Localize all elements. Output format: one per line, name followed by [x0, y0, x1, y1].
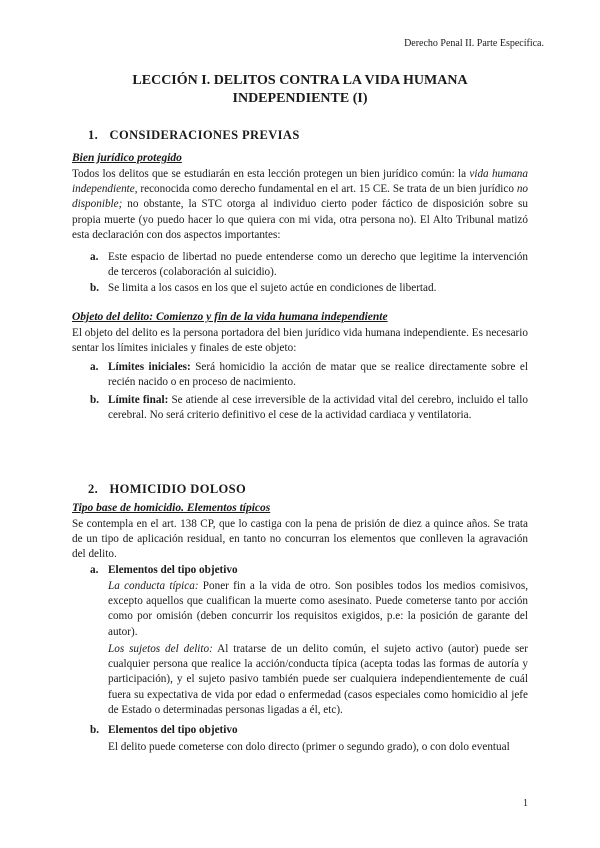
list-item: [90, 281, 528, 296]
running-header: Derecho Penal II. Parte Específica.: [404, 38, 544, 49]
list-item: [90, 250, 528, 280]
paragraph-conducta-tipica: [108, 579, 528, 640]
section-1-heading: [88, 128, 300, 143]
section-2-title: HOMICIDIO DOLOSO: [109, 482, 247, 496]
list-marker: b.: [90, 282, 100, 294]
subheading-objeto-delito: Objeto del delito: Comienzo y fin de la vida humana independiente: [72, 311, 388, 323]
paragraph-tipo-base: Se contempla en el art. 138 CP, que lo castiga con la pena de prisión de diez a quince años. Se trata de un tipo de aplicación residual, en tanto no concurran los elementos que conlleven la agravación del delito.: [72, 518, 528, 561]
list-item-title: Elementos del tipo objetivo: [108, 564, 238, 576]
list-item-heading: [90, 563, 528, 578]
list-item-title: Elementos del tipo objetivo: [108, 724, 238, 736]
list-item-text: [108, 360, 528, 390]
text-run: Poner fin a la vida de otro. Son posibles todos los medios comisivos, excepto aquellos que cualifican la muerte como asesinato. Puede cometerse tanto por acción como por omisión (deben concurrir los requisitos exigidos, p.e: la posición de garante del autor).: [108, 580, 528, 638]
paragraph-tipo-subjetivo: El delito puede cometerse con dolo directo (primer o segundo grado), o con dolo eventual: [108, 741, 510, 753]
subheading-tipo-base: Tipo base de homicidio. Elementos típicos: [72, 502, 271, 514]
list-item-text: [108, 393, 528, 423]
paragraph-label-italic: La conducta típica:: [108, 580, 199, 592]
subheading-bien-juridico: Bien jurídico protegido: [72, 152, 182, 164]
text-run: , reconocida como derecho fundamental en el art. 15 CE. Se trata de un bien jurídico: [134, 183, 517, 196]
text-run: Será homicidio la acción de matar que se realice directamente sobre el recién nacido o en proceso de nacimiento.: [108, 361, 528, 389]
list-item-text: Se limita a los casos en los que el sujeto actúe en condiciones de libertad.: [108, 282, 437, 294]
text-run: Todos los delitos que se estudiarán en esta lección protegen un bien jurídico común: la: [72, 168, 470, 180]
paragraph-objeto-delito: El objeto del delito es la persona portadora del bien jurídico vida humana independiente. Es necesario sentar los límites iniciales y finales de este objeto:: [72, 327, 528, 355]
paragraph-bien-juridico: [72, 167, 528, 243]
text-run: Al tratarse de un delito común, el sujeto activo (autor) puede ser cualquier persona que realice la acción/conducta típica (acepta todas las formas de autoría y participación), y el sujeto pasivo también puede ser cualquiera independientemente de cuál fuera su expectativa de vida por edad o enfermedad (casos especiales como homicidio al jefe de Estado o determinadas personas ligadas a él, etc).: [108, 643, 528, 716]
list-item: [90, 360, 528, 390]
text-run: no obstante, la STC otorga al individuo cierto poder fáctico de disposición sobre su propia muerte (yo puedo hacer lo que quiera con mi vida, otra persona no). El Alto Tribunal matizó esta declaración con dos aspectos importantes:: [72, 198, 528, 241]
text-run-italic: no disponible;: [72, 183, 528, 211]
section-2-heading: [88, 482, 246, 497]
text-run-italic: vida humana independiente: [72, 168, 528, 196]
list-item-heading: [90, 723, 528, 738]
list-marker: a.: [90, 251, 99, 263]
page-number: 1: [523, 798, 528, 809]
list-item-text: Este espacio de libertad no puede entenderse como un derecho que legitime la intervención de terceros (colaboración al suicidio).: [108, 251, 528, 279]
document-title: [72, 72, 528, 108]
section-1-title: CONSIDERACIONES PREVIAS: [109, 128, 300, 142]
list-marker: b.: [90, 394, 100, 406]
list-item-label: Límites iniciales:: [108, 361, 191, 373]
paragraph-label-italic: Los sujetos del delito:: [108, 643, 213, 655]
title-line-2: INDEPENDIENTE (I): [232, 91, 368, 106]
list-marker: a.: [90, 361, 99, 373]
list-item: [90, 393, 528, 423]
list-marker: a.: [90, 564, 99, 576]
list-item-label: Límite final:: [108, 394, 169, 406]
title-line-1: LECCIÓN I. DELITOS CONTRA LA VIDA HUMANA: [132, 73, 468, 88]
section-1-number: 1.: [88, 128, 99, 142]
list-marker: b.: [90, 724, 100, 736]
paragraph-sujetos-delito: [108, 642, 528, 718]
section-2-number: 2.: [88, 482, 99, 496]
text-run: Se atiende al cese irreversible de la actividad vital del cerebro, incluido el tallo cerebral. No será criterio definitivo el cese de la actividad cardiaca y ventilatoria.: [108, 394, 528, 422]
